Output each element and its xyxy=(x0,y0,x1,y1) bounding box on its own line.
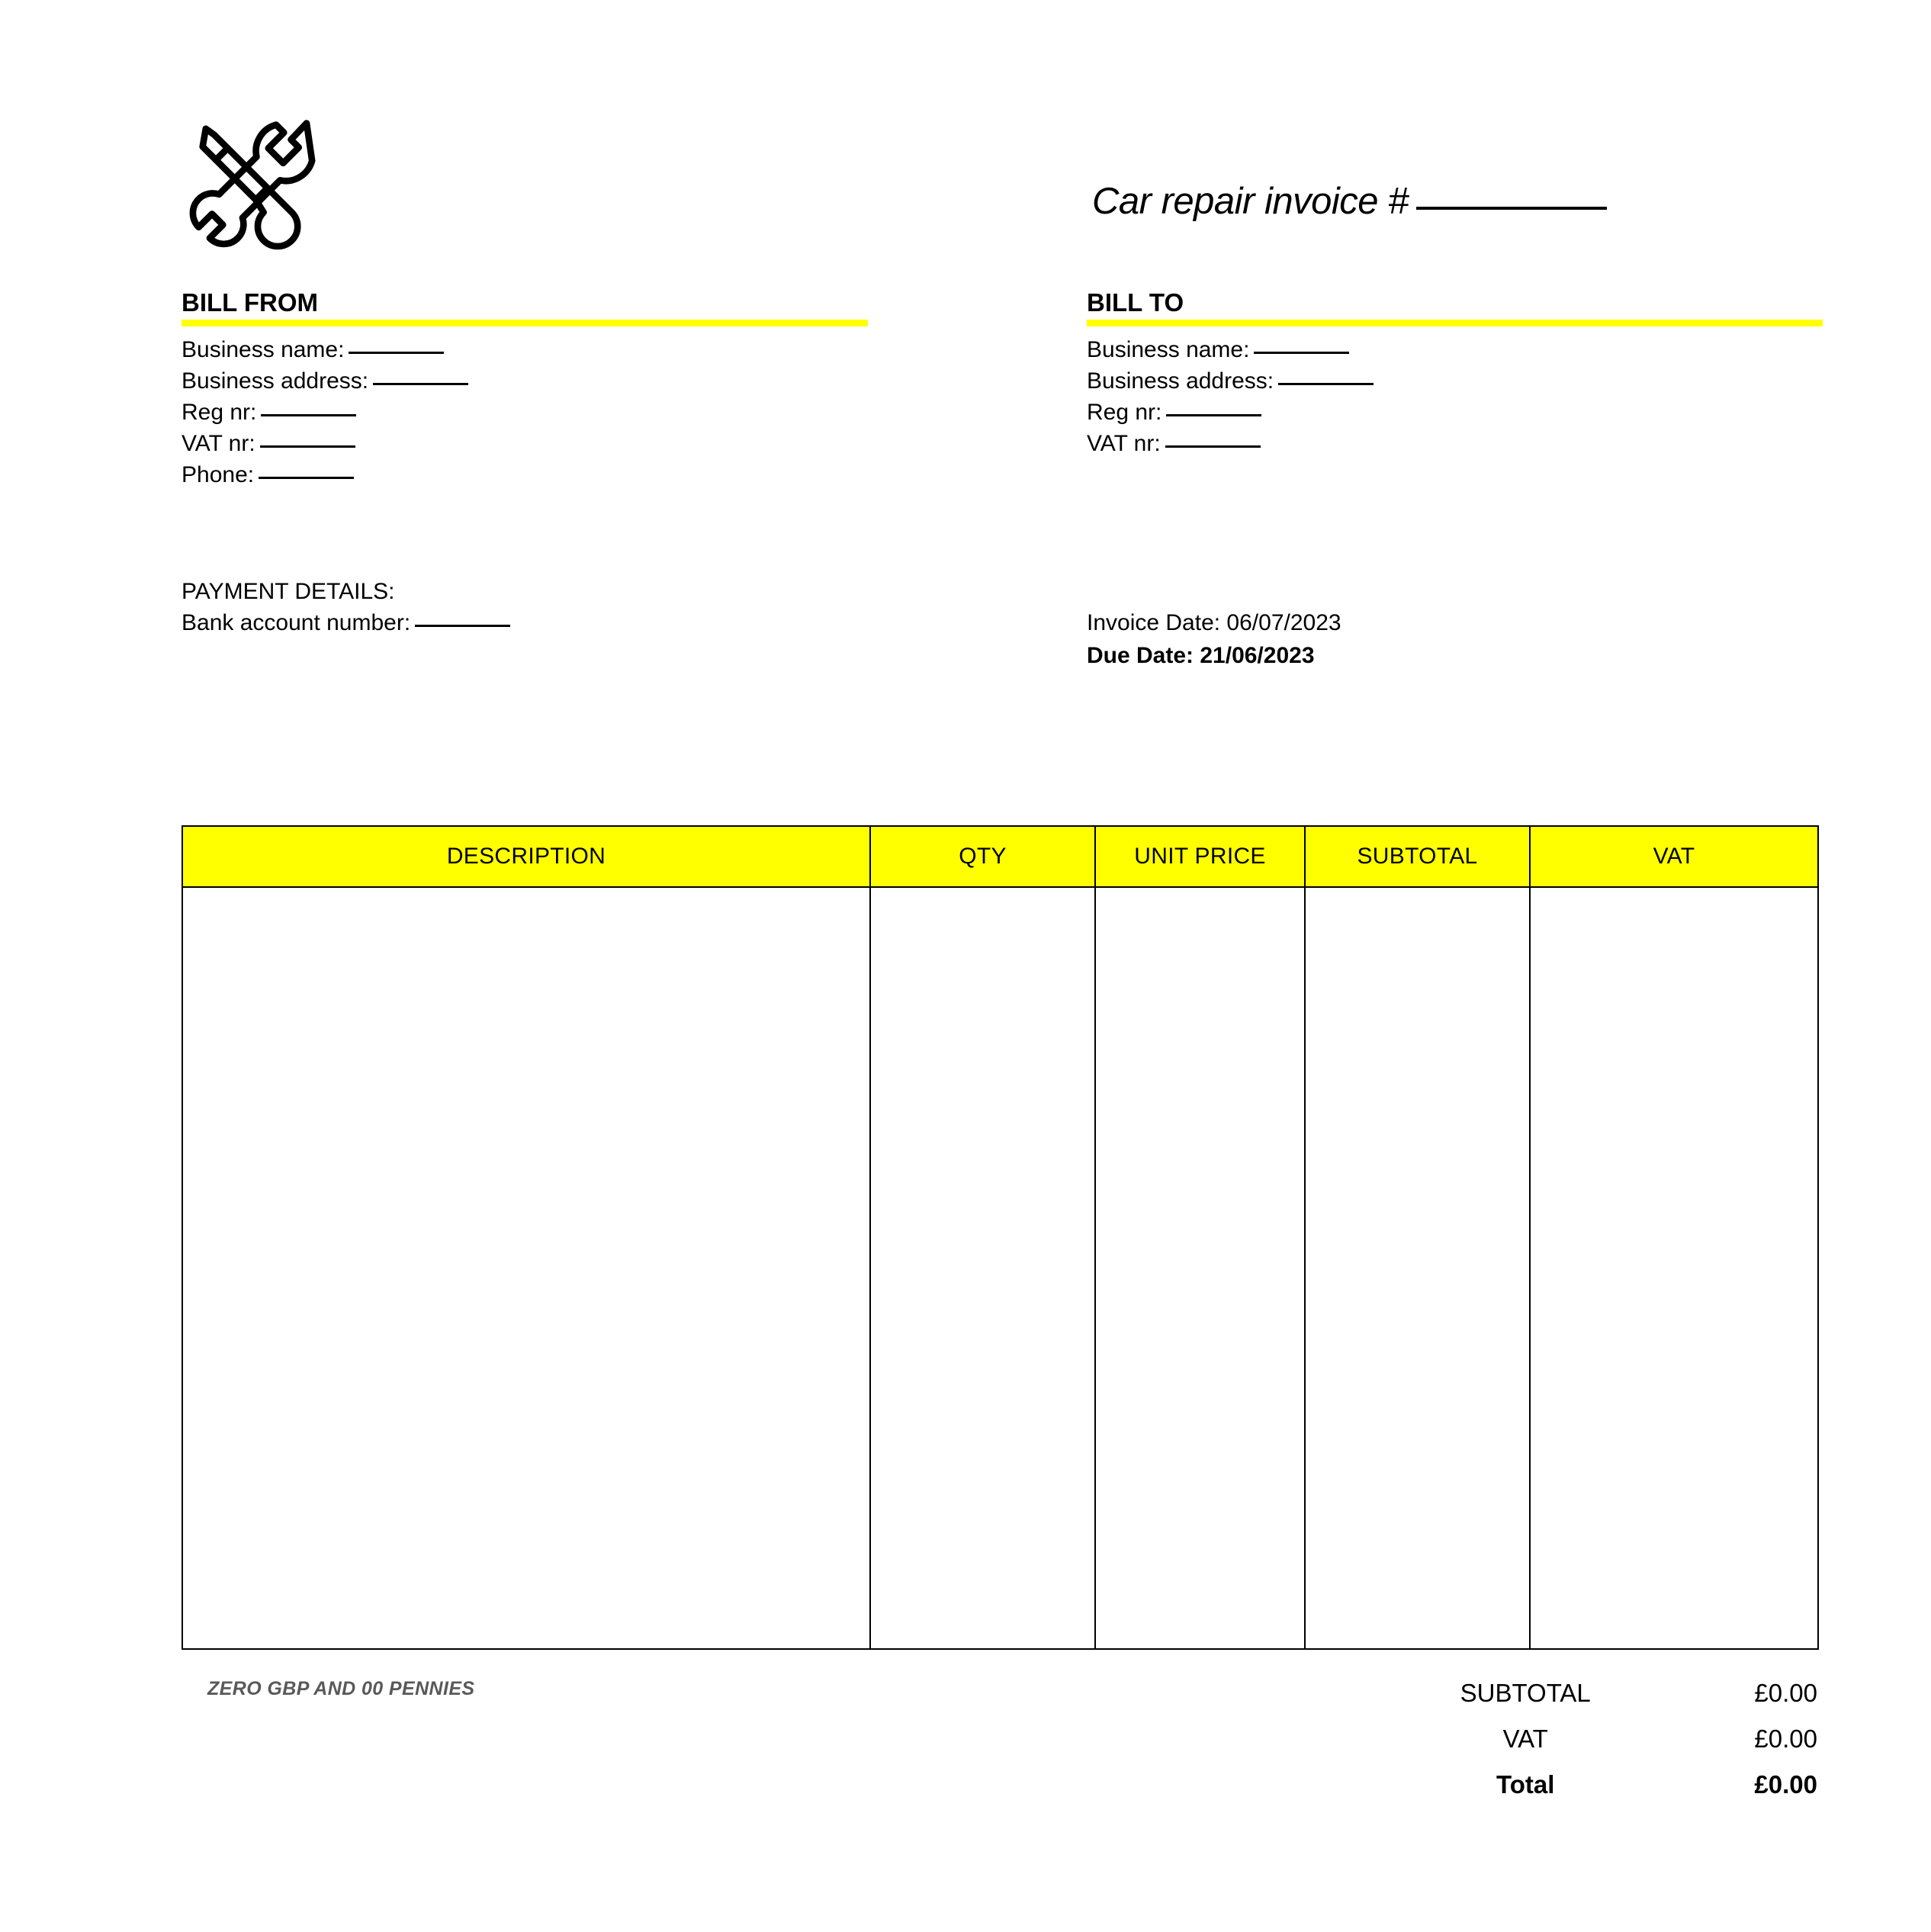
bill-from-section xyxy=(182,290,868,490)
bill-from-vat-nr-input[interactable] xyxy=(260,445,355,448)
bill-from-reg-nr-row xyxy=(182,397,868,428)
invoice-date: Invoice Date: 06/07/2023 xyxy=(1087,610,1341,635)
bill-to-vat-nr-input[interactable] xyxy=(1165,445,1261,448)
totals-row-vat xyxy=(1296,1716,1817,1762)
bill-from-phone-input[interactable] xyxy=(259,476,354,479)
bill-to-business-name-input[interactable] xyxy=(1254,351,1349,354)
bill-to-business-address-label: Business address: xyxy=(1087,368,1274,394)
bill-to-reg-nr-input[interactable] xyxy=(1166,413,1261,416)
bill-from-vat-nr-row xyxy=(182,428,868,459)
bill-to-reg-nr-row xyxy=(1087,397,1823,428)
bill-from-phone-row xyxy=(182,459,868,490)
invoice-title xyxy=(1092,180,1607,223)
bill-to-business-name-row xyxy=(1087,334,1823,365)
column-header-description: DESCRIPTION xyxy=(182,826,870,887)
bill-to-business-name-label: Business name: xyxy=(1087,337,1250,362)
bill-from-reg-nr-input[interactable] xyxy=(261,413,356,416)
bill-to-rule xyxy=(1087,320,1823,326)
totals-vat-label: VAT xyxy=(1502,1725,1548,1753)
payment-details-section xyxy=(182,576,510,638)
totals-vat-value: £0.00 xyxy=(1754,1725,1817,1753)
bill-from-business-address-input[interactable] xyxy=(373,382,468,385)
bill-to-section xyxy=(1087,290,1823,459)
cell-subtotal[interactable] xyxy=(1305,887,1530,1649)
wrench-screwdriver-icon xyxy=(177,107,341,263)
bill-from-business-name-row xyxy=(182,334,868,365)
table-header-row xyxy=(182,826,1818,887)
column-header-subtotal: SUBTOTAL xyxy=(1305,826,1530,887)
column-header-vat: VAT xyxy=(1530,826,1818,887)
totals-subtotal-value: £0.00 xyxy=(1754,1679,1817,1707)
totals-section xyxy=(1296,1670,1817,1808)
dates-section xyxy=(1087,606,1341,672)
bank-account-row xyxy=(182,607,510,638)
invoice-number-blank[interactable] xyxy=(1416,206,1607,210)
column-header-qty: QTY xyxy=(870,826,1095,887)
totals-subtotal-label: SUBTOTAL xyxy=(1460,1679,1591,1707)
bill-to-business-address-input[interactable] xyxy=(1278,382,1374,385)
bill-from-business-address-label: Business address: xyxy=(182,368,369,394)
bill-to-vat-nr-label: VAT nr: xyxy=(1087,431,1161,456)
bill-from-rule xyxy=(182,320,868,326)
bill-from-business-name-input[interactable] xyxy=(349,351,444,354)
line-items-table xyxy=(182,825,1819,1650)
column-header-unit-price: UNIT PRICE xyxy=(1095,826,1305,887)
bill-from-reg-nr-label: Reg nr: xyxy=(182,400,257,425)
due-date: Due Date: 21/06/2023 xyxy=(1087,643,1315,668)
bill-from-business-address-row xyxy=(182,365,868,397)
cell-description[interactable] xyxy=(182,887,870,1649)
invoice-title-text: Car repair invoice # xyxy=(1092,181,1409,222)
bill-to-vat-nr-row xyxy=(1087,428,1823,459)
bill-from-phone-label: Phone: xyxy=(182,462,255,487)
cell-qty[interactable] xyxy=(870,887,1095,1649)
bill-from-vat-nr-label: VAT nr: xyxy=(182,431,255,456)
bill-from-business-name-label: Business name: xyxy=(182,337,345,362)
totals-total-value: £0.00 xyxy=(1754,1770,1818,1799)
payment-details-heading: PAYMENT DETAILS: xyxy=(182,579,395,604)
bill-from-heading: BILL FROM xyxy=(182,288,319,317)
totals-row-subtotal xyxy=(1296,1670,1817,1716)
table-row xyxy=(182,887,1818,1649)
bill-to-reg-nr-label: Reg nr: xyxy=(1087,400,1162,425)
bill-to-heading: BILL TO xyxy=(1087,288,1184,317)
bank-account-input[interactable] xyxy=(415,624,510,627)
amount-in-words: ZERO GBP AND 00 PENNIES xyxy=(207,1678,475,1699)
cell-vat[interactable] xyxy=(1530,887,1818,1649)
bank-account-label: Bank account number: xyxy=(182,610,411,635)
cell-unit-price[interactable] xyxy=(1095,887,1305,1649)
bill-to-business-address-row xyxy=(1087,365,1823,397)
totals-total-label: Total xyxy=(1496,1770,1555,1799)
totals-row-total xyxy=(1296,1762,1817,1808)
